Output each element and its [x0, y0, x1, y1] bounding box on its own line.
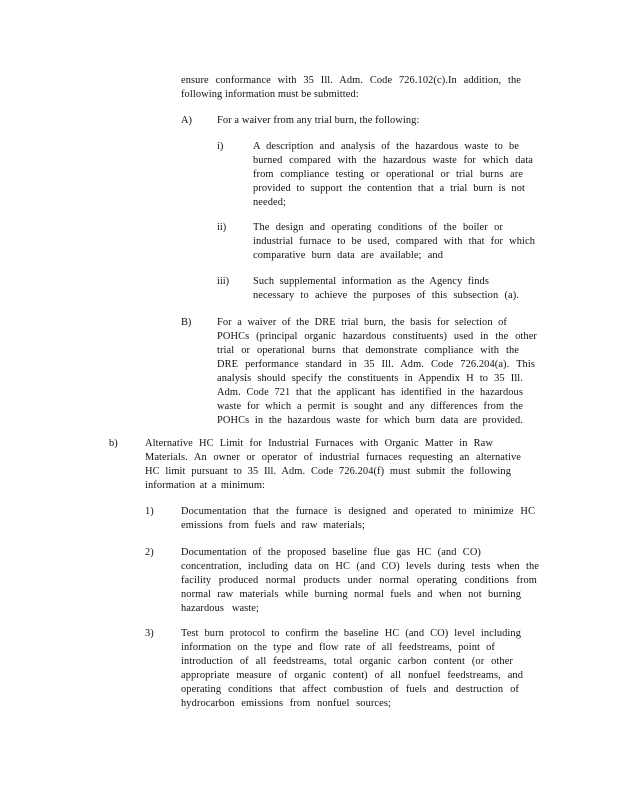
item-2-label: 2)	[145, 547, 154, 558]
item-3-line: hydrocarbon emissions from nonfuel sources;	[181, 698, 391, 709]
item-i-line: A description and analysis of the hazardous waste to be	[253, 141, 519, 152]
item-ii-line: industrial furnace to be used, compared with that for which	[253, 236, 535, 247]
item-2-line: facility produced normal products under normal operating conditions from	[181, 575, 537, 586]
section-b-line: HC limit pursuant to 35 Ill. Adm. Code 726.204(f) must submit the following	[145, 466, 511, 477]
section-b-inner-label: B)	[181, 317, 192, 328]
item-3-line: information on the type and flow rate of all feedstreams, point of	[181, 642, 495, 653]
section-b-line: Materials. An owner or operator of industrial furnaces requesting an alternative	[145, 452, 521, 463]
item-iii-line: Such supplemental information as the Agency finds	[253, 276, 489, 287]
item-2-line: normal raw materials while burning normal fuels and when not burning	[181, 589, 521, 600]
section-b-inner-line: For a waiver of the DRE trial burn, the basis for selection of	[217, 317, 507, 328]
item-iii-label: iii)	[217, 276, 230, 287]
section-b-inner-line: DRE performance standard in 35 Ill. Adm. Code 726.204(a). This	[217, 359, 535, 370]
item-i-label: i)	[217, 141, 224, 152]
item-3-line: Test burn protocol to confirm the baseline HC (and CO) level including	[181, 628, 521, 639]
section-b-inner-line: POHCs in the hazardous waste for which burn data are provided.	[217, 415, 523, 426]
item-2-line: concentration, including data on HC (and CO) levels during tests when the	[181, 561, 539, 572]
item-i-line: provided to support the contention that a trial burn is not	[253, 183, 525, 194]
item-3-line: introduction of all feedstreams, total organic carbon content (or other	[181, 656, 513, 667]
section-a-label: A)	[181, 115, 192, 126]
item-ii-line: comparative burn data are available; and	[253, 250, 443, 261]
section-b-label: b)	[109, 438, 118, 449]
section-b-inner-line: POHCs (principal organic hazardous constituents) used in the other	[217, 331, 537, 342]
item-iii-line: necessary to achieve the purposes of this subsection (a).	[253, 290, 519, 301]
item-1-line: emissions from fuels and raw materials;	[181, 520, 365, 531]
section-b-inner-line: analysis should specify the constituents in Appendix H to 35 Ill.	[217, 373, 523, 384]
item-ii-line: The design and operating conditions of the boiler or	[253, 222, 503, 233]
section-b-inner-line: waste for which a permit is sought and any differences from the	[217, 401, 523, 412]
item-1-line: Documentation that the furnace is designed and operated to minimize HC	[181, 506, 535, 517]
item-1-label: 1)	[145, 506, 154, 517]
item-ii-label: ii)	[217, 222, 227, 233]
item-i-line: from compliance testing or operational or trial burns are	[253, 169, 523, 180]
item-i-line: needed;	[253, 197, 287, 208]
item-i-line: burned compared with the hazardous waste for which data	[253, 155, 533, 166]
section-b-inner-line: trial or operational burns that demonstrate compliance with the	[217, 345, 519, 356]
item-3-line: operating conditions that affect combustion of fuels and destruction of	[181, 684, 519, 695]
section-b-inner-line: Adm. Code 721 that the applicant has identified in the hazardous	[217, 387, 523, 398]
item-3-line: appropriate measure of organic content) of all nonfuel feedstreams, and	[181, 670, 523, 681]
intro-line: following information must be submitted:	[181, 89, 359, 100]
item-3-label: 3)	[145, 628, 154, 639]
item-2-line: Documentation of the proposed baseline flue gas HC (and CO)	[181, 547, 481, 558]
section-b-line: Alternative HC Limit for Industrial Furnaces with Organic Matter in Raw	[145, 438, 493, 449]
section-a-lead-line: For a waiver from any trial burn, the following:	[217, 115, 420, 126]
section-b-line: information at a minimum:	[145, 480, 265, 491]
intro-line: ensure conformance with 35 Ill. Adm. Code 726.102(c).In addition, the	[181, 75, 521, 86]
item-2-line: hazardous waste;	[181, 603, 259, 614]
